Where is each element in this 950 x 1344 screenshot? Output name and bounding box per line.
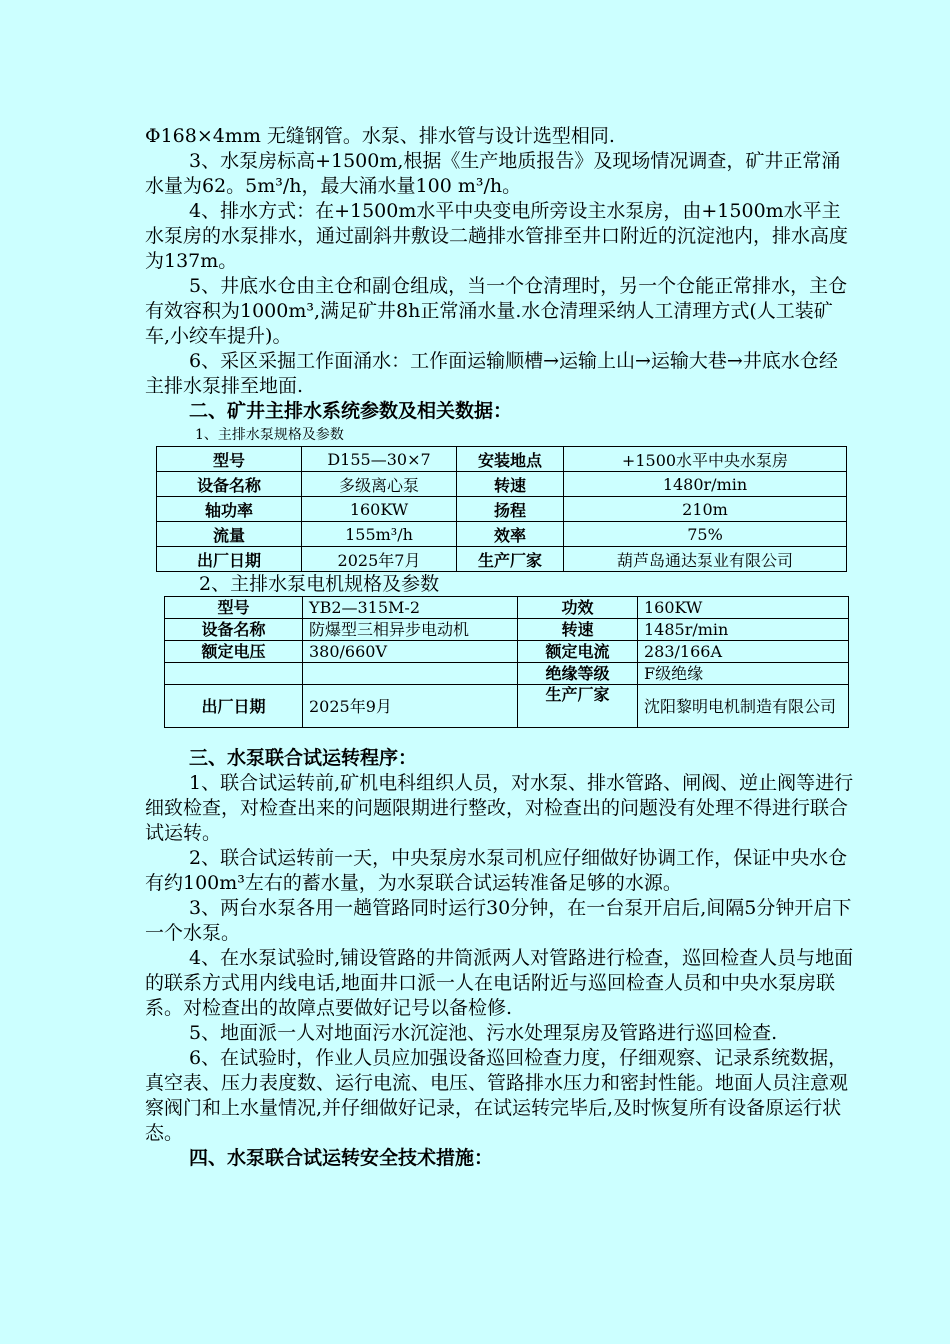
motor-spec-table: [164, 596, 849, 728]
paragraph: 6、采区采掘工作面涌水：工作面运输顺槽→运输上山→运输大巷→井底水仓经主排水泵排至地面.: [145, 350, 838, 397]
table-cell: 额定电压: [165, 641, 303, 663]
paragraph: 2、联合试运转前一天，中央泵房水泵司机应仔细做好协调工作，保证中央水仓有约100m³左右的蓄水量，为水泵联合试运转准备足够的水源。: [145, 847, 848, 894]
table-cell: [165, 663, 303, 685]
table-cell: 生产厂家: [457, 547, 564, 572]
table-cell: 转速: [457, 472, 564, 497]
paragraph: 4、排水方式：在+1500m水平中央变电所旁设主水泵房，由+1500m水平主水泵房的水泵排水，通过副斜井敷设二趟排水管排至井口附近的沉淀池内，排水高度为137m。: [145, 200, 849, 272]
table-cell: 多级离心泵: [302, 472, 457, 497]
table-cell: 2025年9月: [303, 685, 518, 728]
table-cell: 效率: [457, 522, 564, 547]
table-cell: 380/660V: [303, 641, 518, 663]
table-cell: 沈阳黎明电机制造有限公司: [638, 685, 849, 728]
paragraph: Φ168×4mm 无缝钢管。水泵、排水管与设计选型相同.: [145, 125, 615, 147]
table-cell: 2025年7月: [302, 547, 457, 572]
table-cell: 扬程: [457, 497, 564, 522]
table-cell: 生产厂家: [518, 685, 638, 728]
document-page: [145, 124, 855, 1171]
table-cell: 轴功率: [157, 497, 302, 522]
table-cell: 安装地点: [457, 447, 564, 472]
table-cell: 160KW: [638, 597, 849, 619]
table-row: [157, 522, 847, 547]
table-cell: F级绝缘: [638, 663, 849, 685]
table-cell: 75%: [564, 522, 847, 547]
table-row: [165, 663, 849, 685]
pump-spec-table: [156, 446, 847, 572]
table-cell: 流量: [157, 522, 302, 547]
table-cell: 功效: [518, 597, 638, 619]
table-cell: 设备名称: [165, 619, 303, 641]
table-cell: 155m³/h: [302, 522, 457, 547]
table-cell: 出厂日期: [165, 685, 303, 728]
table-cell: 额定电流: [518, 641, 638, 663]
section-heading: 二、矿井主排水系统参数及相关数据：: [189, 400, 513, 422]
table-cell: YB2—315M-2: [303, 597, 518, 619]
table-cell: 型号: [165, 597, 303, 619]
table-cell: 1480r/min: [564, 472, 847, 497]
paragraph: 1、联合试运转前,矿机电科组织人员，对水泵、排水管路、闸阀、逆止阀等进行细致检查，对检查出来的问题限期进行整改，对检查出的问题没有处理不得进行联合试运转。: [145, 772, 854, 844]
table-row: [157, 497, 847, 522]
table-row: [165, 619, 849, 641]
table-row: [165, 641, 849, 663]
table-cell: 转速: [518, 619, 638, 641]
paragraph: 5、地面派一人对地面污水沉淀池、污水处理泵房及管路进行巡回检查.: [189, 1022, 778, 1044]
table-cell: 283/166A: [638, 641, 849, 663]
table-cell: 葫芦岛通达泵业有限公司: [564, 547, 847, 572]
table-row: [165, 597, 849, 619]
table-cell: 210m: [564, 497, 847, 522]
paragraph: 3、水泵房标高+1500m,根据《生产地质报告》及现场情况调查，矿井正常涌水量为62。5m³/h，最大涌水量100 m³/h。: [145, 150, 841, 197]
table-cell: [303, 663, 518, 685]
table-cell: +1500水平中央水泵房: [564, 447, 847, 472]
paragraph: 4、在水泵试验时,铺设管路的井筒派两人对管路进行检查，巡回检查人员与地面的联系方式用内线电话,地面井口派一人在电话附近与巡回检查人员和中央水泵房联系。对检查出的故障点要做好记号以备检修.: [145, 947, 854, 1019]
section-heading: 四、水泵联合试运转安全技术措施：: [189, 1147, 494, 1169]
paragraph: 6、在试验时，作业人员应加强设备巡回检查力度，仔细观察、记录系统数据，真空表、压力表度数、运行电流、电压、管路排水压力和密封性能。地面人员注意观察阀门和上水量情况,并仔细做好记录，在试运转完毕后,及时恢复所有设备原运行状态。: [145, 1047, 849, 1144]
table-cell: 绝缘等级: [518, 663, 638, 685]
table-cell: 160KW: [302, 497, 457, 522]
paragraph: 3、两台水泵各用一趟管路同时运行30分钟，在一台泵开启后,间隔5分钟开启下一个水泵。: [145, 897, 852, 944]
table-cell: 1485r/min: [638, 619, 849, 641]
table-cell: 防爆型三相异步电动机: [303, 619, 518, 641]
section-heading: 三、水泵联合试运转程序：: [189, 747, 418, 769]
table-cell: 型号: [157, 447, 302, 472]
table-cell: D155—30×7: [302, 447, 457, 472]
table-caption: 2、主排水泵电机规格及参数: [199, 573, 440, 595]
table-cell: 出厂日期: [157, 547, 302, 572]
table-row: [157, 472, 847, 497]
paragraph: 5、井底水仓由主仓和副仓组成，当一个仓清理时，另一个仓能正常排水，主仓有效容积为1000m³,满足矿井8h正常涌水量.水仓清理采纳人工清理方式(人工装矿车,小绞车提升)。: [145, 275, 848, 347]
table-row: [165, 685, 849, 728]
table-caption: 1、主排水泵规格及参数: [195, 427, 344, 443]
table-row: [157, 447, 847, 472]
table-cell: 设备名称: [157, 472, 302, 497]
table-row: [157, 547, 847, 572]
